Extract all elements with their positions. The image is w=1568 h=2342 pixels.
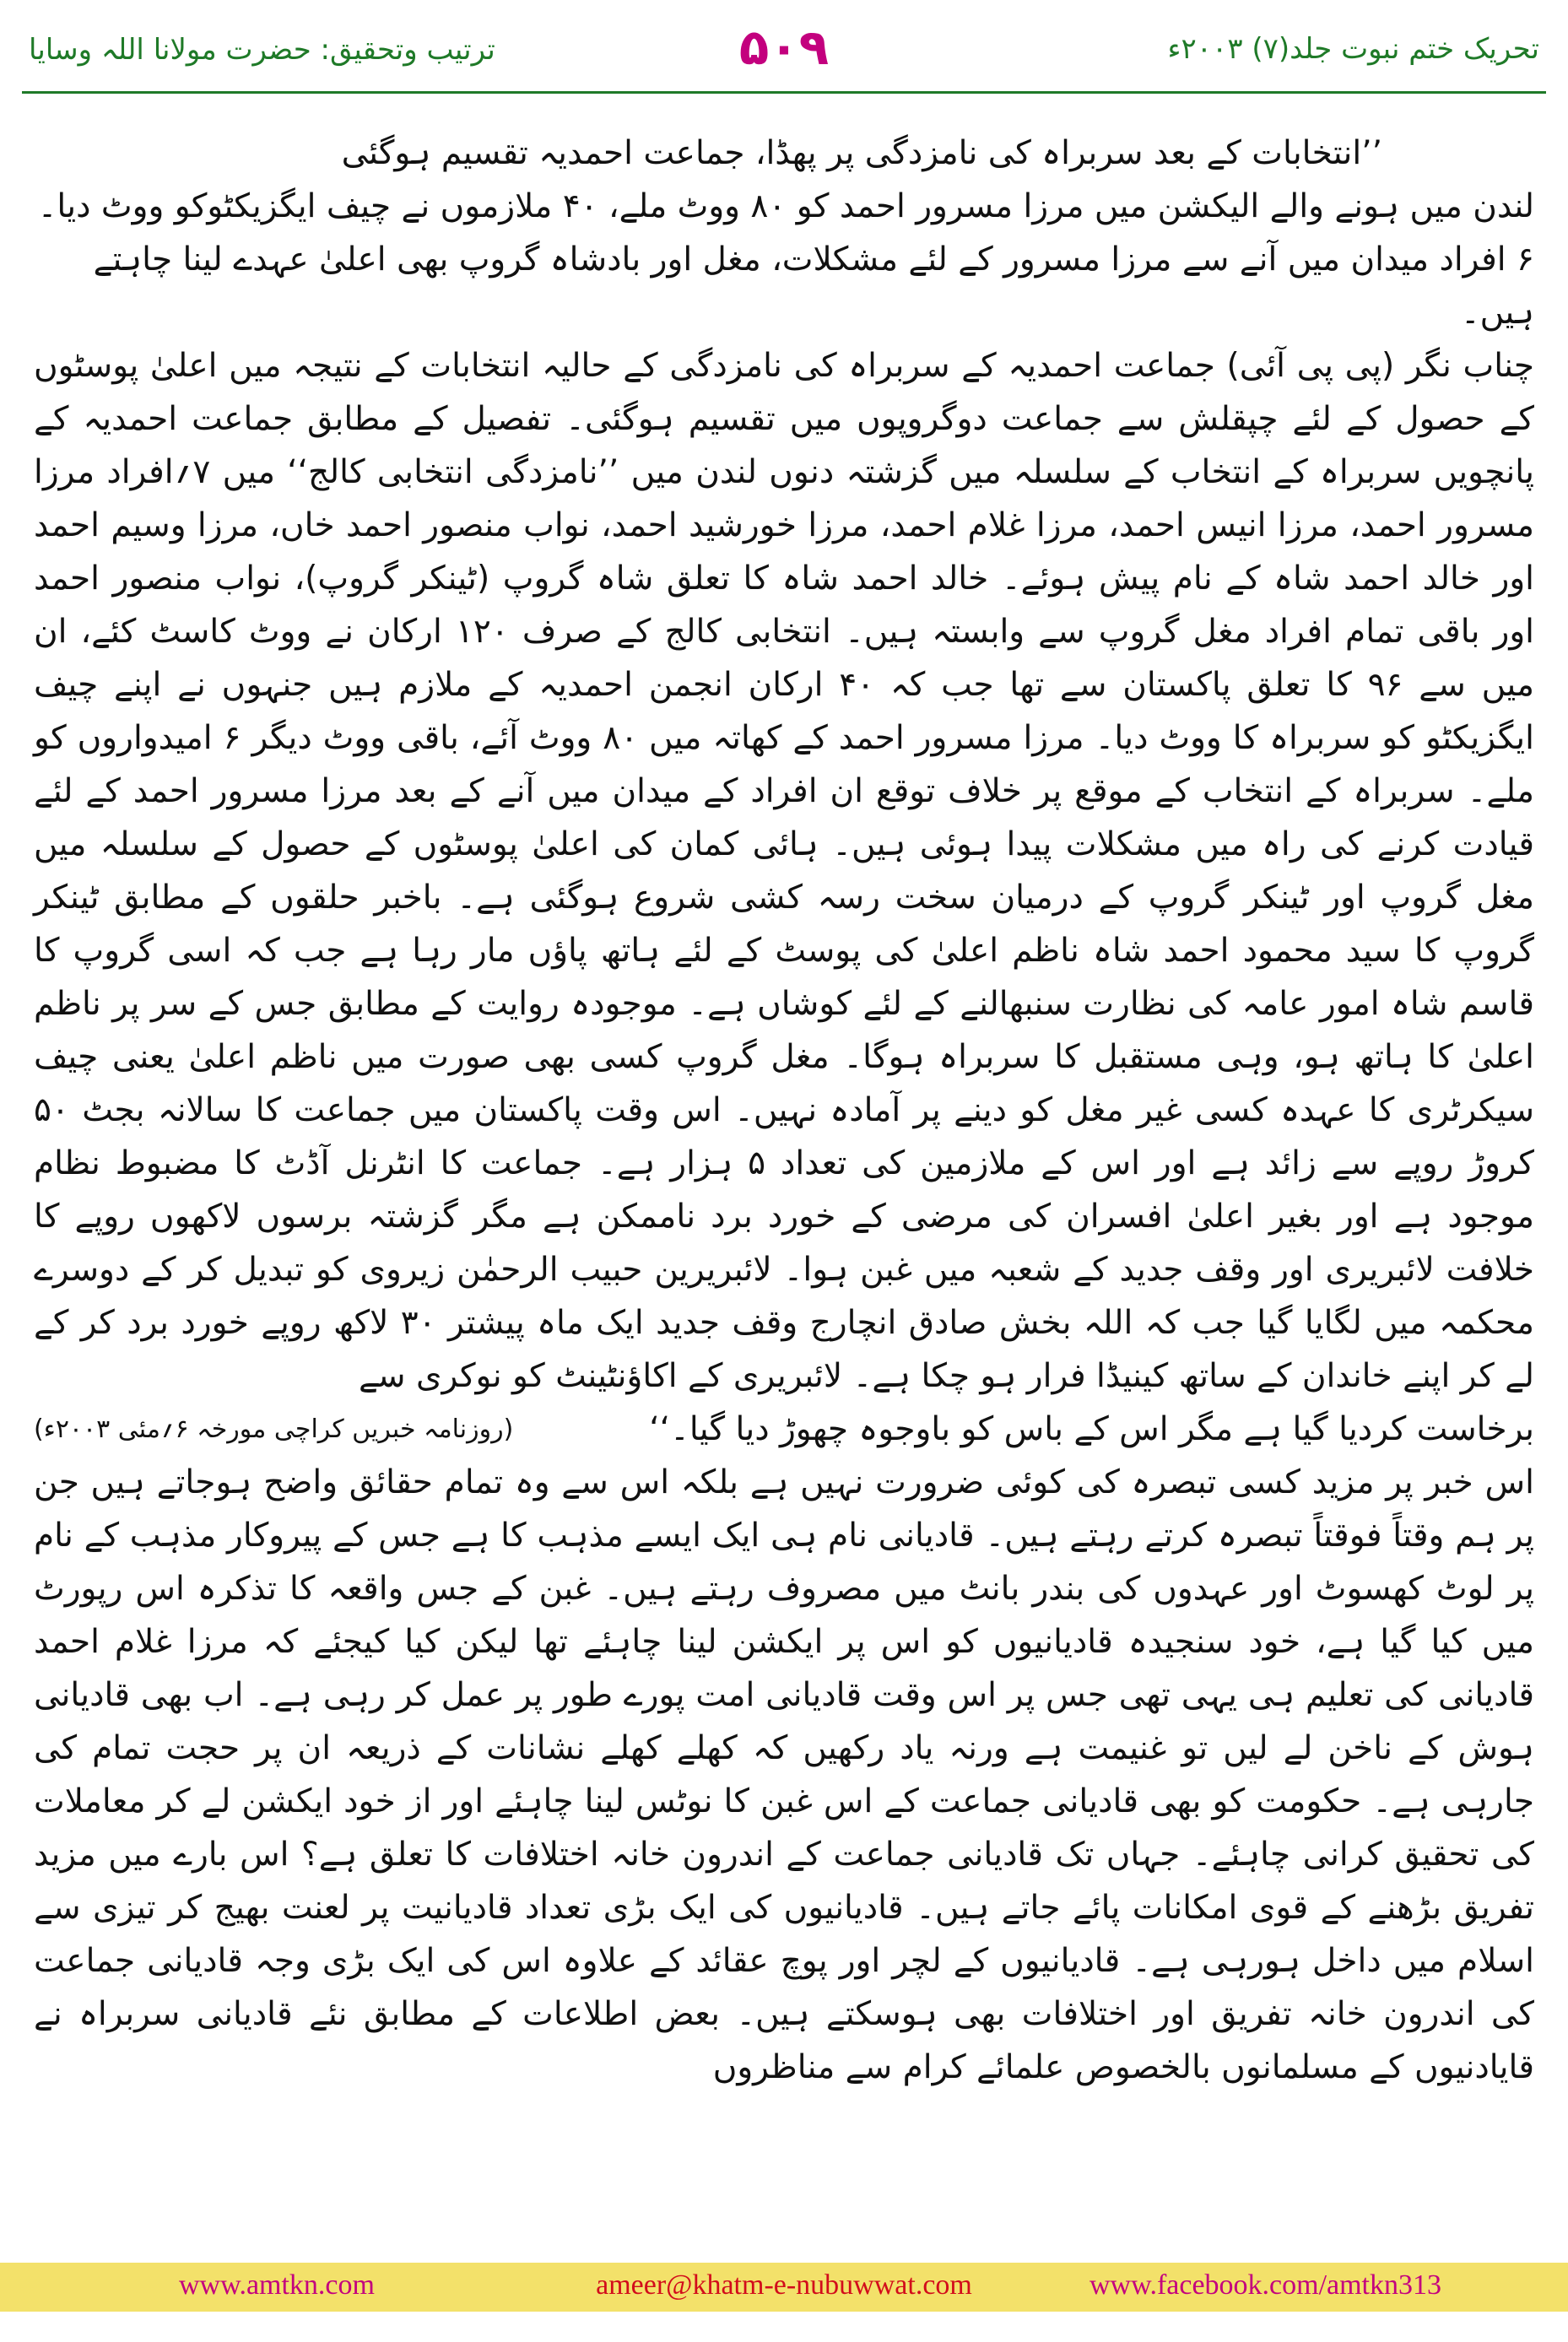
header-book-title: تحریک ختم نبوت جلد(۷) ۲۰۰۳ء: [1167, 32, 1539, 66]
source-citation: (روزنامہ خبریں کراچی مورخہ ۶؍مئی ۲۰۰۳ء): [34, 1414, 514, 1444]
report-last-line: برخاست کردیا گیا ہے مگر اس کے باس کو باوجوہ چھوڑ دیا گیا۔‘‘: [649, 1410, 1534, 1448]
news-headline-block: [34, 127, 1534, 339]
footer-email-link[interactable]: ameer@khatm-e-nubuwwat.com: [596, 2269, 972, 2301]
page-footer: [0, 2247, 1568, 2342]
headline-line-2: لندن میں ہونے والے الیکشن میں مرزا مسرور احمد کو ۸۰ ووٹ ملے، ۴۰ ملازموں نے چیف ایگزیکٹوکو ووٹ دیا۔: [37, 187, 1534, 225]
news-report-paragraph: چناب نگر (پی پی آئی) جماعت احمدیہ کے سربراہ کی نامزدگی کے حالیہ انتخابات کے نتیجہ میں اعلیٰ پوسٹوں کے حصول کے لئے چپقلش سے جماعت دوگروپوں میں تقسیم ہوگئی۔ تفصیل کے مطابق جماعت احمدیہ کے پانچویں سربراہ کے انتخاب کے سلسلہ میں گزشتہ دنوں لندن میں ’’نامزدگی انتخابی کالج‘‘ میں ۷؍افراد مرزا مسرور احمد، مرزا انیس احمد، مرزا غلام احمد، مرزا خورشید احمد، نواب منصور احمد خاں، مرزا وسیم احمد اور خالد احمد شاہ کے نام پیش ہوئے۔ خالد احمد شاہ کا تعلق شاہ گروپ (ٹینکر گروپ)، نواب منصور احمد اور باقی تمام افراد مغل گروپ سے وابستہ ہیں۔ انتخابی کالج کے صرف ۱۲۰ ارکان نے ووٹ کاسٹ کئے، ان میں سے ۹۶ کا تعلق پاکستان سے تھا جب کہ ۴۰ ارکان انجمن احمدیہ کے ملازم ہیں جنہوں نے اپنے چیف ایگزیکٹو کو سربراہ کا ووٹ دیا۔ مرزا مسرور احمد کے کھاتہ میں ۸۰ ووٹ آئے، باقی ووٹ دیگر ۶ امیدواروں کو ملے۔ سربراہ کے انتخاب کے موقع پر خلاف توقع ان افراد کے میدان میں آنے کے بعد مرزا مسرور احمد کے لئے قیادت کرنے کی راہ میں مشکلات پیدا ہوئی ہیں۔ ہائی کمان کی اعلیٰ پوسٹوں کے حصول کے سلسلہ میں مغل گروپ اور ٹینکر گروپ کے درمیان سخت رسہ کشی شروع ہوگئی ہے۔ باخبر حلقوں کے مطابق ٹینکر گروپ کا سید محمود احمد شاہ ناظم اعلیٰ کی پوسٹ کے لئے ہاتھ پاؤں مار رہا ہے جب کہ اسی گروپ کا قاسم شاہ امور عامہ کی نظارت سنبھالنے کے لئے کوشاں ہے۔ موجودہ روایت کے مطابق جس کے سر پر ناظم اعلیٰ کا ہاتھ ہو، وہی مستقبل کا سربراہ ہوگا۔ مغل گروپ کسی بھی صورت میں ناظم اعلیٰ یعنی چیف سیکرٹری کا عہدہ کسی غیر مغل کو دینے پر آمادہ نہیں۔ اس وقت پاکستان میں جماعت کا سالانہ بجٹ ۵۰ کروڑ روپے سے زائد ہے اور اس کے ملازمین کی تعداد ۵ ہزار ہے۔ جماعت کا انٹرنل آڈٹ کا مضبوط نظام موجود ہے اور بغیر اعلیٰ افسران کی مرضی کے خورد برد ناممکن ہے مگر گزشتہ برسوں لاکھوں روپے کا خلافت لائبریری اور وقف جدید کے شعبہ میں غبن ہوا۔ لائبریرین حبیب الرحمٰن زیروی کو تبدیل کر کے دوسرے محکمہ میں لگایا گیا جب کہ اللہ بخش صادق انچارج وقف جدید ایک ماہ پیشتر ۳۰ لاکھ روپے خورد برد کر کے لے کر اپنے خاندان کے ساتھ کینیڈا فرار ہو چکا ہے۔ لائبریری کے اکاؤنٹینٹ کو نوکری سے: [34, 347, 1535, 1395]
commentary-paragraph: اس خبر پر مزید کسی تبصرہ کی کوئی ضرورت نہیں ہے بلکہ اس سے وہ تمام حقائق واضح ہوجاتے ہیں جن پر ہم وقتاً فوقتاً تبصرہ کرتے رہتے ہیں۔ قادیانی نام ہی ایک ایسے مذہب کا ہے جس کے پیروکار مذہب کے نام پر لوٹ کھسوٹ اور عہدوں کی بندر بانٹ میں مصروف رہتے ہیں۔ غبن کے جس واقعہ کا تذکرہ اس رپورٹ میں کیا گیا ہے، خود سنجیدہ قادیانیوں کو اس پر ایکشن لینا چاہئے تھا لیکن کیا کیجئے کہ مرزا غلام احمد قادیانی کی تعلیم ہی یہی تھی جس پر اس وقت قادیانی امت پورے طور پر عمل کر رہی ہے۔ اب بھی قادیانی ہوش کے ناخن لے لیں تو غنیمت ہے ورنہ یاد رکھیں کہ کھلے کھلے نشانات کے ذریعہ ان پر حجت تمام کی جارہی ہے۔ حکومت کو بھی قادیانی جماعت کے اس غبن کا نوٹس لینا چاہئے اور از خود ایکشن لے کر معاملات کی تحقیق کرانی چاہئے۔ جہاں تک قادیانی جماعت کے اندرون خانہ اختلافات کا تعلق ہے؟ اس بارے میں مزید تفریق بڑھنے کے قوی امکانات پائے جاتے ہیں۔ قادیانیوں کی ایک بڑی تعداد قادیانیت پر لعنت بھیج کر تیزی سے اسلام میں داخل ہورہی ہے۔ قادیانیوں کے لچر اور پوچ عقائد کے علاوہ اس کی ایک بڑی وجہ قادیانی جماعت کی اندرون خانہ تفریق اور اختلافات بھی ہوسکتے ہیں۔ بعض اطلاعات کے مطابق نئے قادیانی سربراہ نے قایادنیوں کے مسلمانوں بالخصوص علمائے کرام سے مناظروں: [34, 1463, 1534, 2086]
report-closing-row: [34, 1403, 1534, 1456]
page-body: [34, 127, 1534, 2220]
header-divider: [22, 91, 1546, 94]
footer-website-link[interactable]: www.amtkn.com: [179, 2269, 375, 2301]
header-compiler: ترتیب وتحقیق: حضرت مولانا اللہ وسایا: [29, 33, 495, 67]
page-number: ۵۰۹: [738, 19, 830, 76]
headline-line-1: ’’انتخابات کے بعد سربراہ کی نامزدگی پر پھڈا، جماعت احمدیہ تقسیم ہوگئی: [341, 134, 1382, 172]
headline-line-3: ۶ افراد میدان میں آنے سے مرزا مسرور کے لئے مشکلات، مغل اور بادشاہ گروپ بھی اعلیٰ عہدے لینا چاہتے ہیں۔: [93, 241, 1534, 332]
page-header: [0, 0, 1568, 101]
footer-facebook-link[interactable]: www.facebook.com/amtkn313: [1089, 2269, 1441, 2301]
